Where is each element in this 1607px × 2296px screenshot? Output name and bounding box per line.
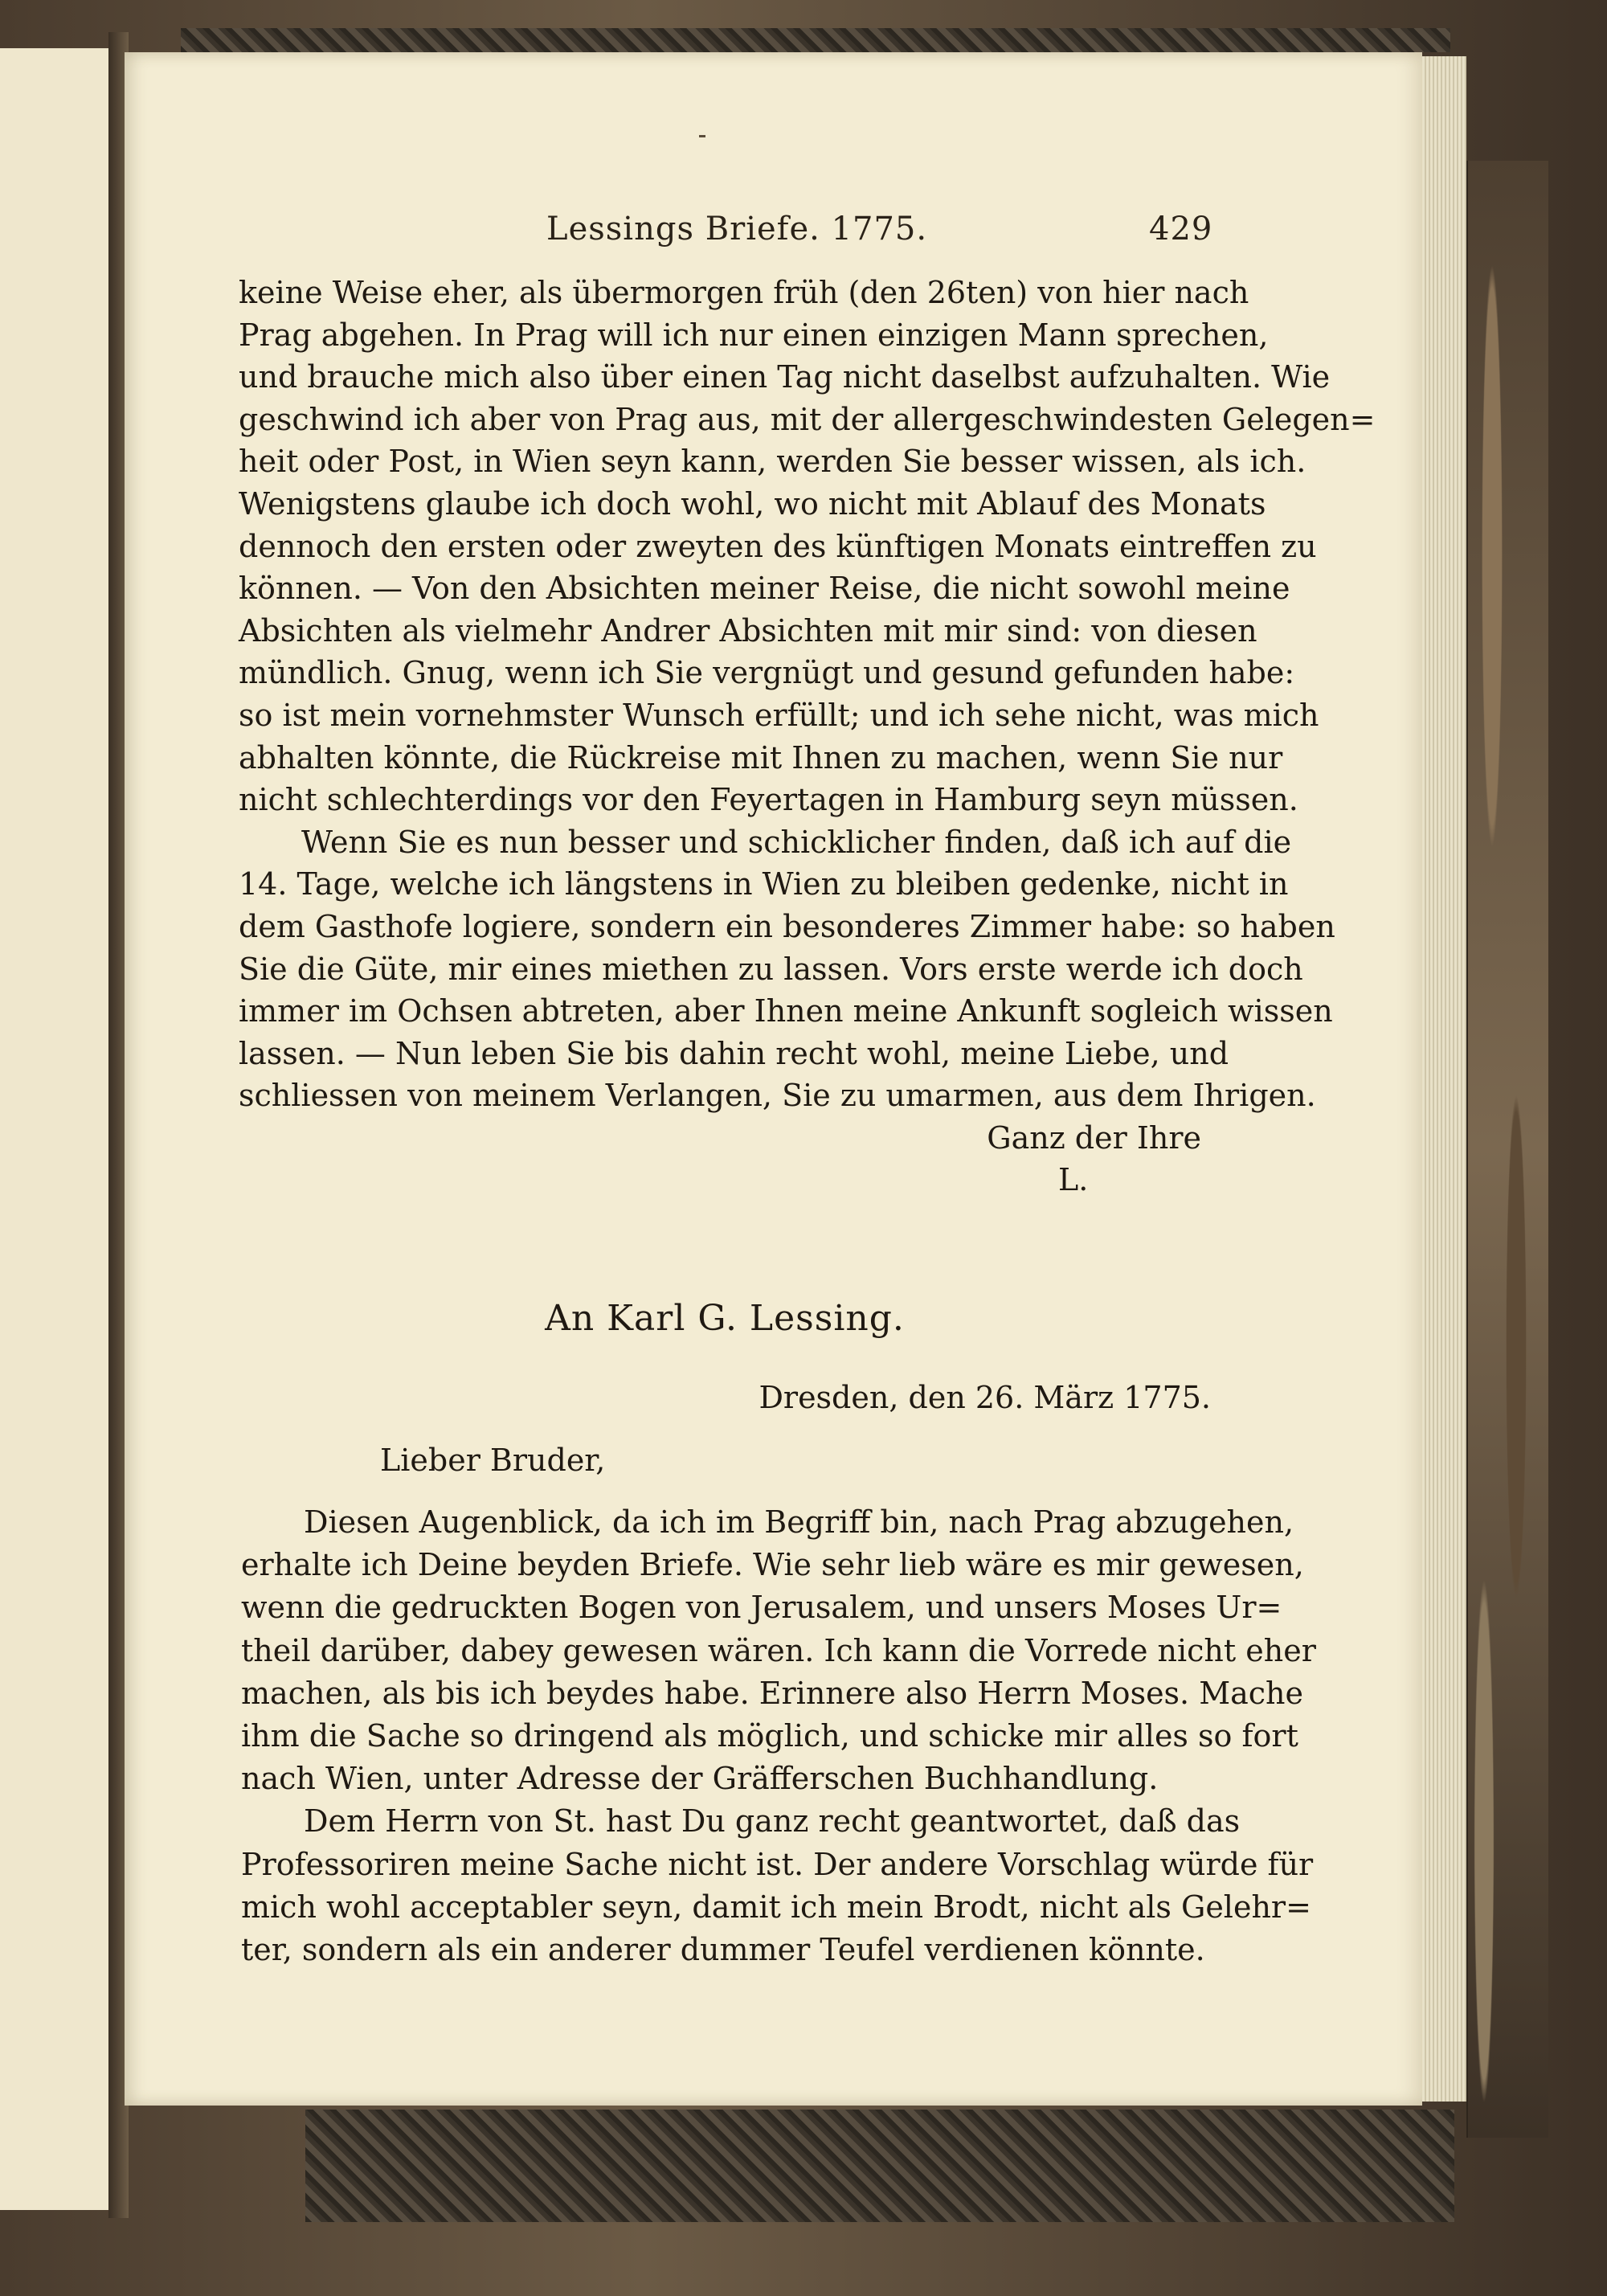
text-line: Absichten als vielmehr Andrer Absichten mit mir sind: von diesen xyxy=(239,612,1257,649)
text-line: keine Weise eher, als übermorgen früh (den 26ten) von hier nach xyxy=(239,275,1249,310)
marbled-cover xyxy=(1466,161,1548,2138)
text-line: Prag abgehen. In Prag will ich nur einen einzigen Mann sprechen, xyxy=(239,317,1269,353)
bottom-marbled-edge xyxy=(305,2110,1454,2222)
text-line: heit oder Post, in Wien seyn kann, werden Sie besser wissen, als ich. xyxy=(239,444,1306,480)
text-line: dennoch den ersten oder zweyten des künftigen Monats eintreffen zu xyxy=(239,528,1317,564)
text-line: ihm die Sache so dringend als möglich, und schicke mir alles so fort xyxy=(241,1717,1298,1754)
text-line: theil darüber, dabey gewesen wären. Ich kann die Vorrede nicht eher xyxy=(241,1632,1316,1668)
text-line: Professoriren meine Sache nicht ist. Der andere Vorschlag würde für xyxy=(241,1846,1314,1882)
text-line: so ist mein vornehmster Wunsch erfüllt; und ich sehe nicht, was mich xyxy=(239,697,1319,733)
text-line: wenn die gedruckten Bogen von Jerusalem, und unsers Moses Ur= xyxy=(241,1590,1282,1626)
top-marbled-edge xyxy=(181,28,1450,52)
text-line: lassen. — Nun leben Sie bis dahin recht wohl, meine Liebe, und xyxy=(239,1035,1229,1071)
text-line: und brauche mich also über einen Tag nicht daselbst aufzuhalten. Wie xyxy=(239,359,1331,395)
text-line: Sie die Güte, mir eines miethen zu lassen. Vors erste werde ich doch xyxy=(239,951,1303,987)
text-line: Wenn Sie es nun besser und schicklicher finden, daß ich auf die xyxy=(301,824,1292,860)
text-line: Dem Herrn von St. hast Du ganz recht geantwortet, daß das xyxy=(304,1803,1241,1840)
ink-speck xyxy=(699,135,705,137)
text-line: schliessen von meinem Verlangen, Sie zu umarmen, aus dem Ihrigen. xyxy=(239,1078,1316,1114)
left-page-edge xyxy=(0,48,111,2210)
running-head-title: Lessings Briefe. 1775. xyxy=(546,211,928,248)
text-line: Diesen Augenblick, da ich im Begriff bin, nach Prag abzugehen, xyxy=(304,1504,1294,1540)
text-line: dem Gasthofe logiere, sondern ein besonderes Zimmer habe: so haben xyxy=(239,908,1335,944)
page-number: 429 xyxy=(1149,211,1213,248)
text-line: 14. Tage, welche ich längstens in Wien zu bleiben gedenke, nicht in xyxy=(239,866,1289,902)
letter-two-heading: An Karl G. Lessing. xyxy=(545,1298,905,1339)
text-line: mich wohl acceptabler seyn, damit ich mein Brodt, nicht als Gelehr= xyxy=(241,1889,1311,1925)
text-line: Wenigstens glaube ich doch wohl, wo nicht mit Ablauf des Monats xyxy=(239,485,1266,522)
text-line: mündlich. Gnug, wenn ich Sie vergnügt und gesund gefunden habe: xyxy=(239,655,1295,691)
text-line: immer im Ochsen abtreten, aber Ihnen meine Ankunft sogleich wissen xyxy=(239,993,1333,1029)
text-line: können. — Von den Absichten meiner Reise, die nicht sowohl meine xyxy=(239,571,1290,607)
text-line: ter, sondern als ein anderer dummer Teufel verdienen könnte. xyxy=(241,1931,1205,1967)
text-line: nicht schlechterdings vor den Feyertagen in Hamburg seyn müssen. xyxy=(239,782,1298,818)
letter-closing: Ganz der Ihre xyxy=(987,1119,1201,1156)
letter-two-place-date: Dresden, den 26. März 1775. xyxy=(759,1380,1211,1415)
letter-signature: L. xyxy=(1058,1162,1089,1198)
letter-one-body xyxy=(239,272,1376,1201)
letter-two-salutation: Lieber Bruder, xyxy=(380,1443,606,1478)
text-line: machen, als bis ich beydes habe. Erinnere also Herrn Moses. Mache xyxy=(241,1675,1304,1711)
page-block-edges xyxy=(1418,56,1466,2102)
text-line: erhalte ich Deine beyden Briefe. Wie sehr lieb wäre es mir gewesen, xyxy=(241,1547,1304,1583)
text-line: nach Wien, unter Adresse der Gräfferschen Buchhandlung. xyxy=(241,1761,1159,1797)
letter-two-body xyxy=(241,1501,1316,1971)
text-line: abhalten könnte, die Rückreise mit Ihnen zu machen, wenn Sie nur xyxy=(239,739,1283,776)
text-line: geschwind ich aber von Prag aus, mit der allergeschwindesten Gelegen= xyxy=(239,401,1376,437)
